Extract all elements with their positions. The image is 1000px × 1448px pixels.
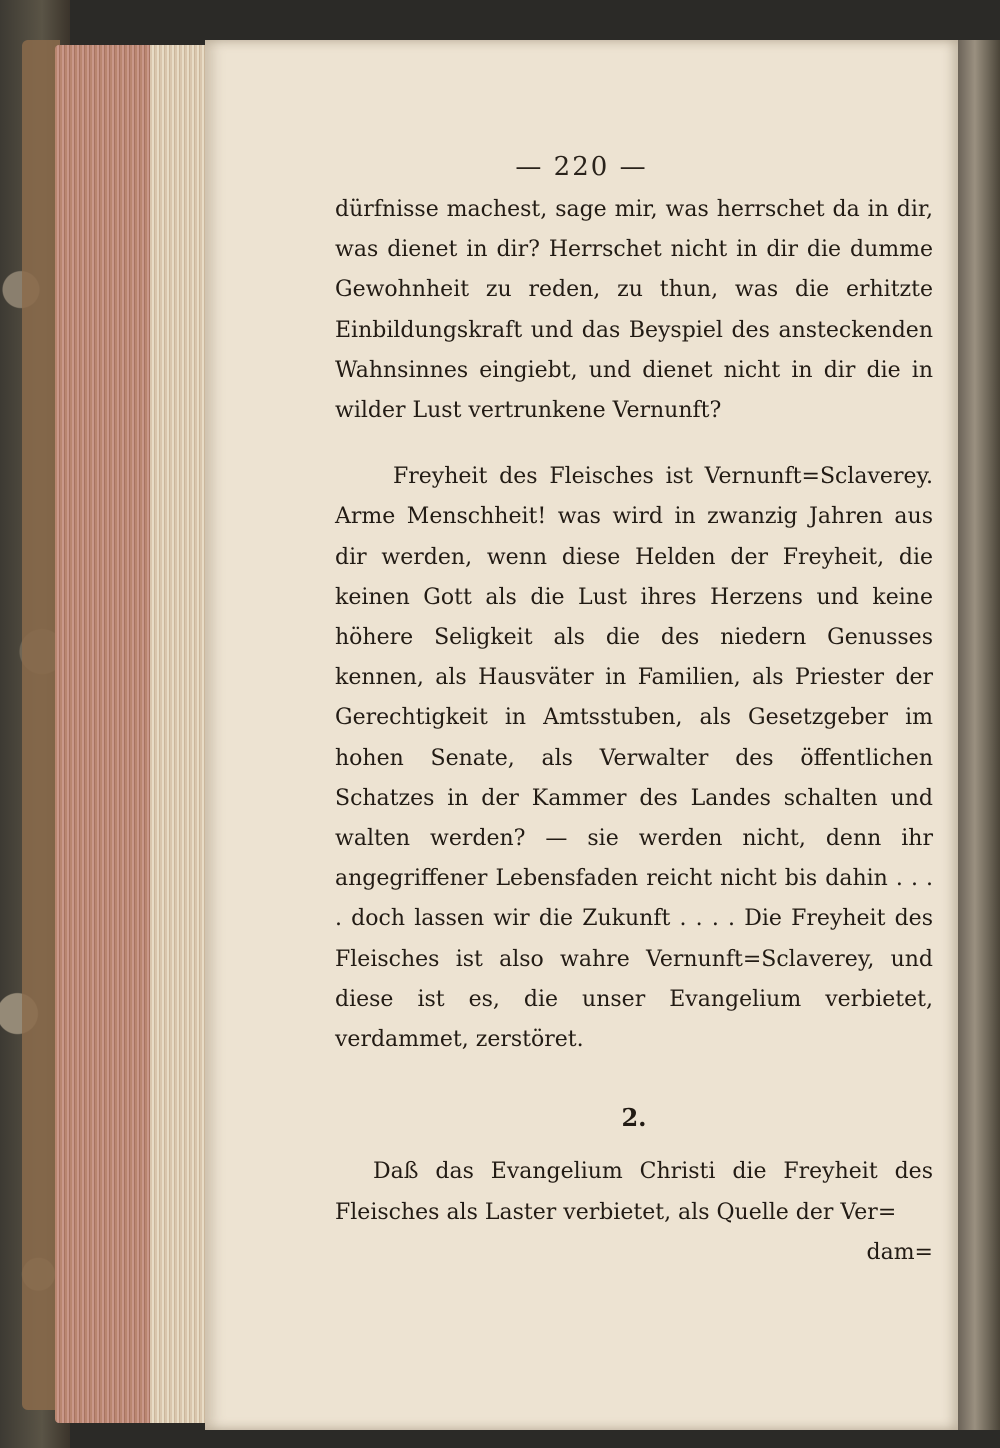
section-number: 2. <box>621 1103 647 1133</box>
paragraph-1: dürfnisse machest, sage mir, was herrschet da in dir, was dienet in dir? Herrschet nicht in dir die dumme Gewohnheit zu reden, zu thun, was die erhitzte Einbildungskraft und das Beyspiel des ansteckenden Wahnsinnes eingiebt, und dienet nicht in dir die in wilder Lust vertrunkene Vernunft? <box>335 197 933 424</box>
catchword: dam= <box>866 1239 933 1265</box>
page-body <box>335 190 933 1273</box>
paragraph-3: Daß das Evangelium Christi die Freyheit des Fleisches als Laster verbietet, als Quelle der Ver= <box>335 1159 933 1225</box>
paragraph-2: Freyheit des Fleisches ist Vernunft=Sclaverey. Arme Menschheit! was wird in zwanzig Jahren aus dir werden, wenn diese Helden der Freyheit, die keinen Gott als die Lust ihres Herzens und keine höhere Seligkeit als die des niedern Genusses kennen, als Hausväter in Familien, als Priester der Gerechtigkeit in Amtsstuben, als Gesetzgeber im hohen Senate, als Verwalter des öffentlichen Schatzes in der Kammer des Landes schalten und walten werden? — sie werden nicht, denn ihr angegriffener Lebensfaden reicht nicht bis dahin . . . . doch lassen wir die Zukunft . . . . Die Freyheit des Fleisches ist also wahre Vernunft=Sclaverey, und diese ist es, die unser Evangelium verbietet, verdammet, zerstöret. <box>335 464 933 1053</box>
book-page <box>205 40 958 1430</box>
page-number: — 220 — <box>515 152 648 182</box>
page-block-edges <box>150 45 205 1423</box>
facing-page-gutter <box>958 40 1000 1430</box>
